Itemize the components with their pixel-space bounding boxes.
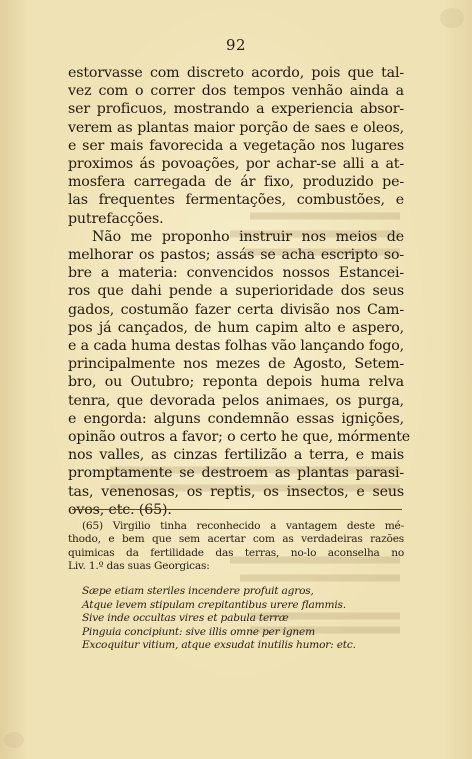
text-line: melhorar os pastos; assás se acha escripto so- [68, 247, 404, 264]
text-line: e ser mais favorecida a vegetação nos lugares [68, 137, 404, 154]
text-line: promptamente se destroem as plantas parasi- [68, 465, 404, 482]
text-line: bre a materia: convencidos nossos Estancei- [68, 265, 404, 282]
footnote-block [68, 520, 404, 574]
text-line: vez com o correr dos tempos venhão ainda a [68, 83, 404, 100]
text-line: mosfera carregada de ár fixo, produzido pe- [68, 174, 404, 191]
text-line: tenra, que devorada pelos animaes, os purga, [68, 392, 404, 409]
text-line: ser proficuos, mostrando a experiencia absor- [68, 101, 404, 118]
text-line: proximos ás povoações, por achar-se alli a at- [68, 156, 404, 173]
text-line: Não me proponho instruir nos meios de [92, 228, 404, 245]
text-line: pos já cançados, de hum capim alto e aspero, [68, 319, 404, 336]
verse-line: Sæpe etiam steriles incendere profuit agros, [82, 585, 314, 597]
main-text-block [68, 64, 411, 519]
verse-line: Atque levem stipulam crepitantibus urere flammis. [82, 598, 346, 611]
verse-line: Excoquitur vitium, atque exsudat inutilis humor: etc. [82, 639, 356, 652]
text-line: gados, costumão fazer certa divisão nos Cam- [68, 301, 404, 318]
text-line: bro, ou Outubro; reponta depois huma relva [68, 374, 404, 391]
footnote-divider [72, 509, 402, 510]
text-line: opinão outros a favor; o certo he que, mórmente [68, 429, 411, 446]
footnote-line: Liv. 1.º das suas Georgicas: [68, 560, 210, 573]
text-line: verem as plantas maior porção de saes e oleos, [68, 119, 404, 136]
text-line: estorvasse com discreto acordo, pois que tal- [68, 65, 404, 81]
footnote-line: thodo, e bem que sem acertar com as verdadeiras razões [68, 533, 404, 546]
text-line: nos valles, as cinzas fertilizão a terra, e mais [68, 447, 404, 464]
text-line: tas, venenosas, os reptis, os insectos, e seus [68, 483, 404, 500]
text-line: e engorda: alguns condemnão essas ignições, [68, 410, 404, 427]
text-line: las frequentes fermentações, combustões, e [68, 192, 404, 209]
footnote-line: quimicas da fertilidade das terras, no-lo aconselha no [68, 546, 404, 559]
page-number: 92 [225, 36, 247, 54]
verse-line: Sive inde occultas vires et pabula terræ [82, 612, 289, 625]
text-line: e a cada huma destas folhas vão lançando fogo, [68, 338, 404, 355]
verse-line: Pinguia concipiunt: sive illis omne per ignem [82, 625, 315, 638]
text-line: principalmente nos mezes de Agosto, Setem- [68, 356, 404, 373]
footnote-line: (65) Virgilio tinha reconhecido a vantagem deste mé- [82, 520, 404, 532]
text-line: putrefacções. [68, 210, 164, 227]
latin-verse-quote [82, 585, 402, 653]
text-line: ovos, etc. (65). [68, 501, 172, 518]
text-line: ros que dahi pende a superioridade dos seus [68, 283, 404, 300]
